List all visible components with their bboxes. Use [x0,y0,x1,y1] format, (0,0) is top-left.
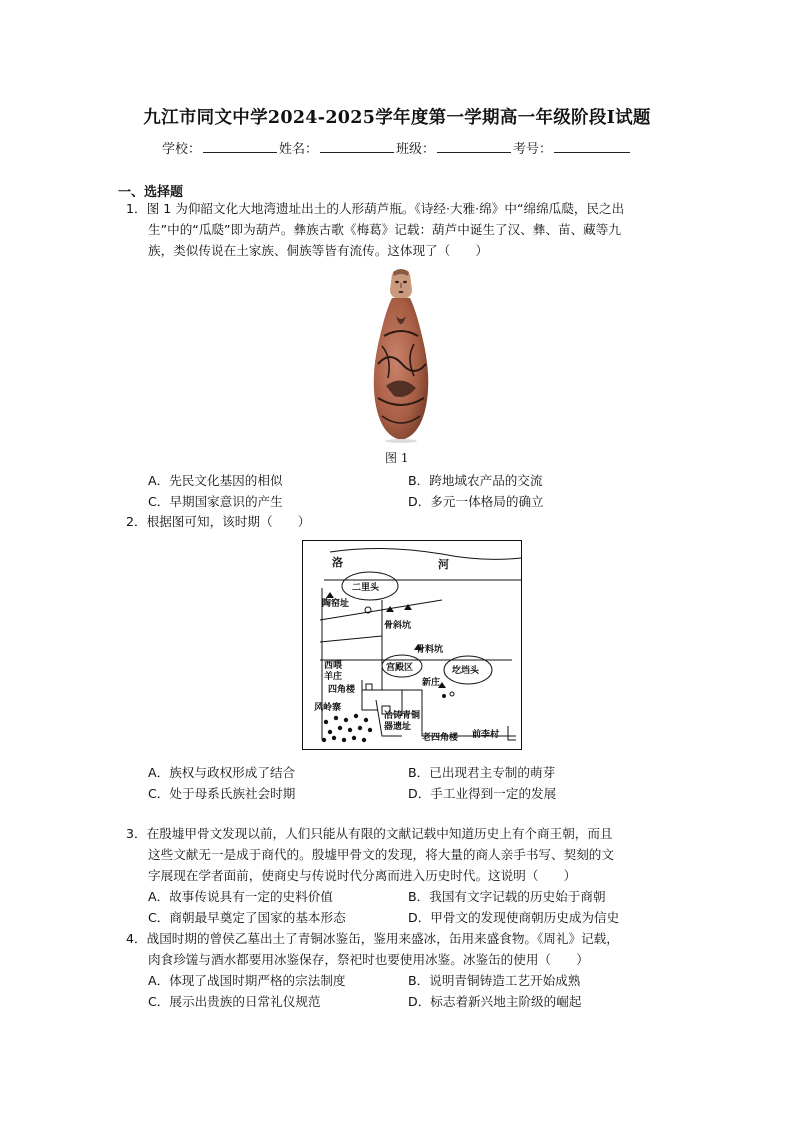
q2-option-c[interactable]: C．处于母系氏族社会时期 [148,786,296,801]
school-label: 学校： [162,142,202,157]
q3-option-c[interactable]: C．商朝最早奠定了国家的基本形态 [148,910,346,925]
exam-no-label: 考号： [513,142,553,157]
q4-option-d[interactable]: D．标志着新兴地主阶级的崛起 [408,994,582,1009]
q3-option-a[interactable]: A．故事传说具有一定的史料价值 [148,889,333,904]
q4-line2: 肉食珍馐与酒水都要用冰鉴保存，祭祀时也要使用冰鉴。冰鉴缶的使用（ ） [148,952,589,967]
map-label-taoyao: 陶窑址 [322,599,350,609]
class-blank[interactable] [437,140,511,153]
map-label-guliao: 骨料坑 [416,645,444,655]
q2-line1: 2．根据图可知，该时期（ ） [126,514,311,529]
name-blank[interactable] [320,140,394,153]
q4-line1: 4．战国时期的曾侯乙墓出土了青铜冰鉴缶，鉴用来盛冰，缶用来盛食物。《周礼》记载， [126,931,619,946]
class-label: 班级： [396,142,436,157]
q3-option-b[interactable]: B．我国有文字记载的历史始于商朝 [408,889,606,904]
q1-option-c[interactable]: C．早期国家意识的产生 [148,494,283,509]
map-label-he: 河 [438,558,449,571]
q2-option-b[interactable]: B．已出现君主专制的萌芽 [408,765,556,780]
q4-option-c[interactable]: C．展示出贵族的日常礼仪规范 [148,994,321,1009]
map-label-yezhu-2: 器遗址 [384,722,412,732]
school-blank[interactable] [203,140,277,153]
map-label-gushao: 骨斜坑 [384,621,412,631]
q2-option-a[interactable]: A．族权与政权形成了结合 [148,765,296,780]
q1-line1: 1．图 1 为仰韶文化大地湾遗址出土的人形葫芦瓶。《诗经·大雅·绵》中“绵绵瓜瓞，民之出 [126,201,625,216]
map-label-yezhu-1: 冶铸青铜 [384,711,421,721]
q1-line2: 生”中的“瓜瓞”即为葫芦。彝族古歌《梅葛》记载：葫芦中诞生了汉、彝、苗、藏等九 [148,222,621,237]
map-label-gongdian: 宫殿区 [386,663,414,673]
q1-line3: 族，类似传说在土家族、侗族等皆有流传。这体现了（ ） [148,243,489,258]
q4-option-a[interactable]: A．体现了战国时期严格的宗法制度 [148,973,346,988]
map-label-laosijiaolou: 老四角楼 [422,733,459,743]
q1-option-b[interactable]: B．跨地域农产品的交流 [408,473,543,488]
erlitou-site-map [302,540,522,750]
q3-line1: 3．在殷墟甲骨文发现以前，人们只能从有限的文献记载中知道历史上有个商王朝，而且 [126,826,613,841]
map-label-luo: 洛 [332,556,343,569]
q3-line2: 这些文献无一是成于商代的。殷墟甲骨文的发现，将大量的商人亲手书写、契刻的文 [148,847,614,862]
q1-option-d[interactable]: D．多元一体格局的确立 [408,494,544,509]
figure-1-caption: 图 1 [385,451,409,465]
map-label-kejitou: 圪垱头 [452,666,480,676]
q2-option-d[interactable]: D．手工业得到一定的发展 [408,786,557,801]
student-info-fields [162,138,632,157]
gourd-vessel-image [368,266,434,444]
q3-option-d[interactable]: D．甲骨文的发现使商朝历史成为信史 [408,910,620,925]
section-title: 一、选择题 [118,185,184,200]
q1-option-a[interactable]: A．先民文化基因的相似 [148,473,283,488]
map-label-xinzhuang: 新庄 [422,678,441,688]
map-label-xiyan-1: 西喂 [324,661,343,671]
map-label-xiyan-2: 羊庄 [324,672,343,682]
q4-option-b[interactable]: B．说明青铜铸造工艺开始成熟 [408,973,581,988]
map-label-fenglingsai: 风岭寨 [314,703,342,713]
map-label-qianlicun: 前李村 [472,730,500,740]
exam-no-blank[interactable] [554,140,630,153]
map-label-erlitou: 二里头 [352,583,380,593]
page-title: 九江市同文中学2024-2025学年度第一学期高一年级阶段Ⅰ试题 [143,108,651,128]
name-label: 姓名： [279,142,319,157]
q3-line3: 字展现在学者面前，使商史与传说时代分离而进入历史时代。这说明（ ） [148,868,577,883]
map-label-sijiaolou: 四角楼 [328,685,356,695]
